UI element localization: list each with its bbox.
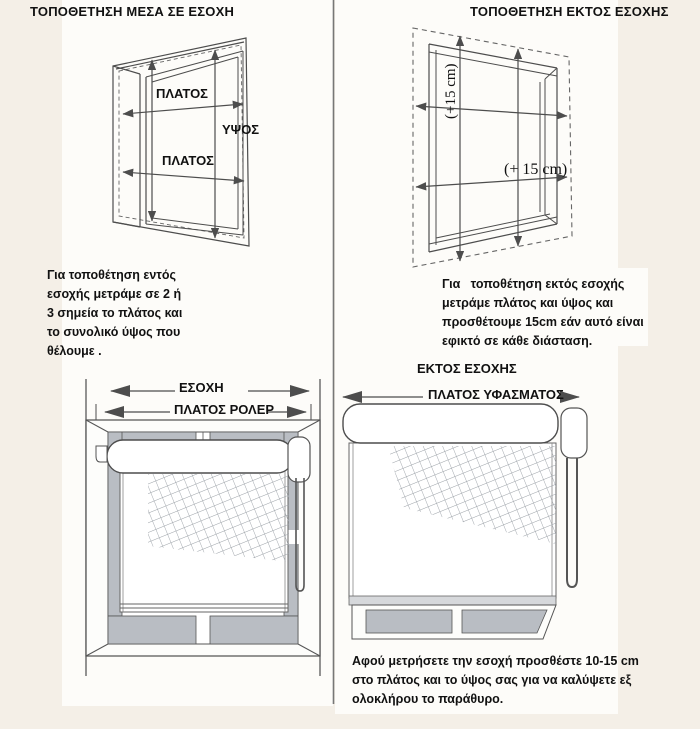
label-width-upper: ΠΛΑΤΟΣ	[156, 86, 208, 101]
recess-window-diagram	[113, 38, 249, 246]
roller-tube	[343, 404, 558, 443]
roller-outside-diagram	[343, 397, 587, 639]
title-inside-recess: ΤΟΠΟΘΕΤΗΣΗ ΜΕΣΑ ΣΕ ΕΣΟΧΗ	[30, 4, 235, 19]
left-bracket	[96, 446, 107, 462]
label-width-lower: ΠΛΑΤΟΣ	[162, 153, 214, 168]
roller-tube	[107, 440, 293, 473]
height-arrows	[152, 50, 215, 238]
outside-window-diagram	[413, 28, 572, 267]
label-recess: ΕΣΟΧΗ	[179, 380, 224, 395]
fabric-bottom-bar	[349, 596, 556, 605]
caption-bottom: Αφού μετρήσετε την εσοχή προσθέστε 10-15 cm στο πλάτος και το ύψος σας για να καλύψετε εξ ολοκλήρου το παράθυρο.	[352, 654, 639, 706]
label-height: ΥΨΟΣ	[222, 122, 260, 137]
label-plus15-vertical: (+15 cm)	[443, 63, 459, 119]
label-fabric-width: ΠΛΑΤΟΣ ΥΦΑΣΜΑΤΟΣ	[428, 387, 564, 402]
width-arrows	[123, 104, 244, 181]
chain-housing	[288, 437, 310, 482]
caption-inside-recess: Για τοποθέτηση εντός εσοχής μετράμε σε 2 ή 3 σημεία το πλάτος και το συνολικό ύψος που θέλουμε .	[47, 268, 183, 358]
label-roller-width: ΠΛΑΤΟΣ ΡΟΛΕΡ	[174, 402, 275, 417]
label-plus15-horizontal: (+ 15 cm)	[504, 161, 568, 178]
roller-in-recess-diagram	[86, 379, 320, 676]
pull-chain	[567, 458, 577, 587]
title-outside-recess: ΤΟΠΟΘΕΤΗΣΗ ΕΚΤΟΣ ΕΣΟΧΗΣ	[470, 4, 669, 19]
caption-outside-recess: Για τοποθέτηση εκτός εσοχής μετράμε πλάτος και ύψος και προσθέτουμε 15cm εάν αυτό είναι εφικτό σε κάθε διάσταση.	[442, 277, 644, 348]
heading-outside-recess: ΕΚΤΟΣ ΕΣΟΧΗΣ	[417, 361, 517, 376]
chain-housing	[561, 408, 587, 458]
